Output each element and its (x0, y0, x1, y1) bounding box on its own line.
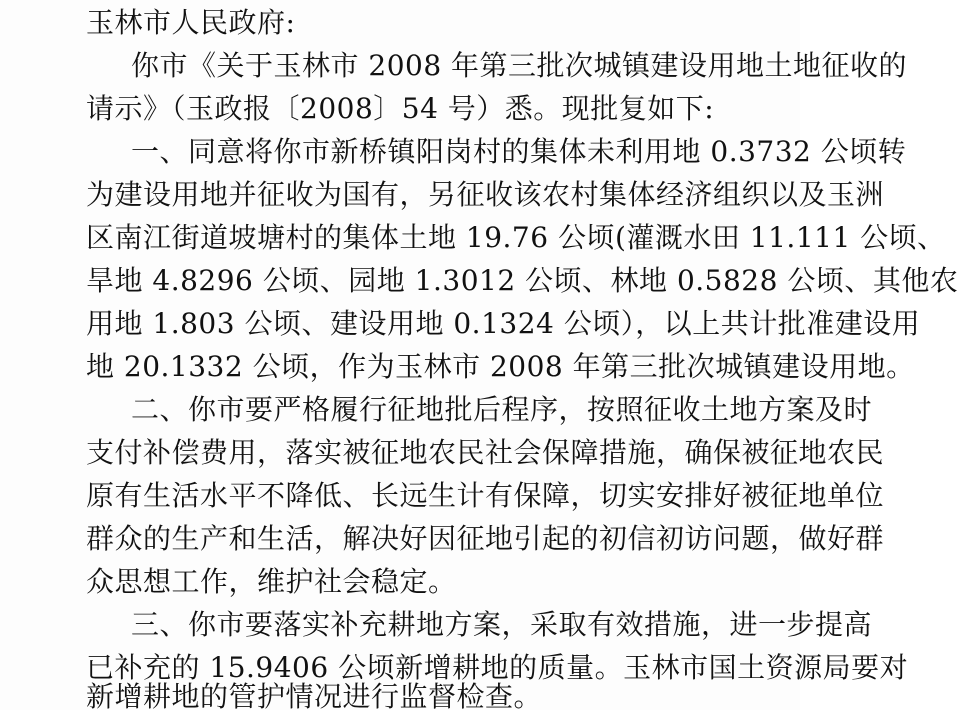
paragraph-line: 已补充的 15.9406 公顷新增耕地的质量。玉林市国土资源局要对 (86, 651, 909, 684)
paragraph-line: 用地 1.803 公顷、建设用地 0.1324 公顷），以上共计批准建设用 (86, 307, 921, 340)
paragraph-line: 原有生活水平不降低、长远生计有保障，切实安排好被征地单位 (86, 479, 885, 512)
paragraph-line: 众思想工作，维护社会稳定。 (86, 565, 457, 598)
paragraph-line: 群众的生产和生活，解决好因征地引起的初信初访问题，做好群 (86, 522, 885, 555)
paragraph-line: 区南江街道坡塘村的集体土地 19.76 公顷(灌溉水田 11.111 公顷、 (86, 221, 946, 254)
paragraph-line: 一、同意将你市新桥镇阳岗村的集体未利用地 0.3732 公顷转 (131, 135, 907, 168)
paragraph-line: 你市《关于玉林市 2008 年第三批次城镇建设用地土地征收的 (131, 49, 908, 82)
paragraph-line: 三、你市要落实补充耕地方案，采取有效措施，进一步提高 (131, 608, 873, 641)
paragraph-line: 请示》（玉政报〔2008〕54 号）悉。现批复如下: (86, 92, 715, 125)
paragraph-line: 新增耕地的管护情况进行监督检查。 (86, 680, 543, 713)
paragraph-line: 为建设用地并征收为国有，另征收该农村集体经济组织以及玉洲 (86, 178, 885, 211)
paragraph-line: 旱地 4.8296 公顷、园地 1.3012 公顷、林地 0.5828 公顷、其他农 (86, 264, 958, 297)
paragraph-line: 地 20.1332 公顷，作为玉林市 2008 年第三批次城镇建设用地。 (86, 350, 915, 383)
addressee: 玉林市人民政府: (86, 6, 296, 39)
paragraph-line: 支付补偿费用，落实被征地农民社会保障措施，确保被征地农民 (86, 436, 885, 469)
paragraph-line: 二、你市要严格履行征地批后程序，按照征收土地方案及时 (131, 393, 873, 426)
